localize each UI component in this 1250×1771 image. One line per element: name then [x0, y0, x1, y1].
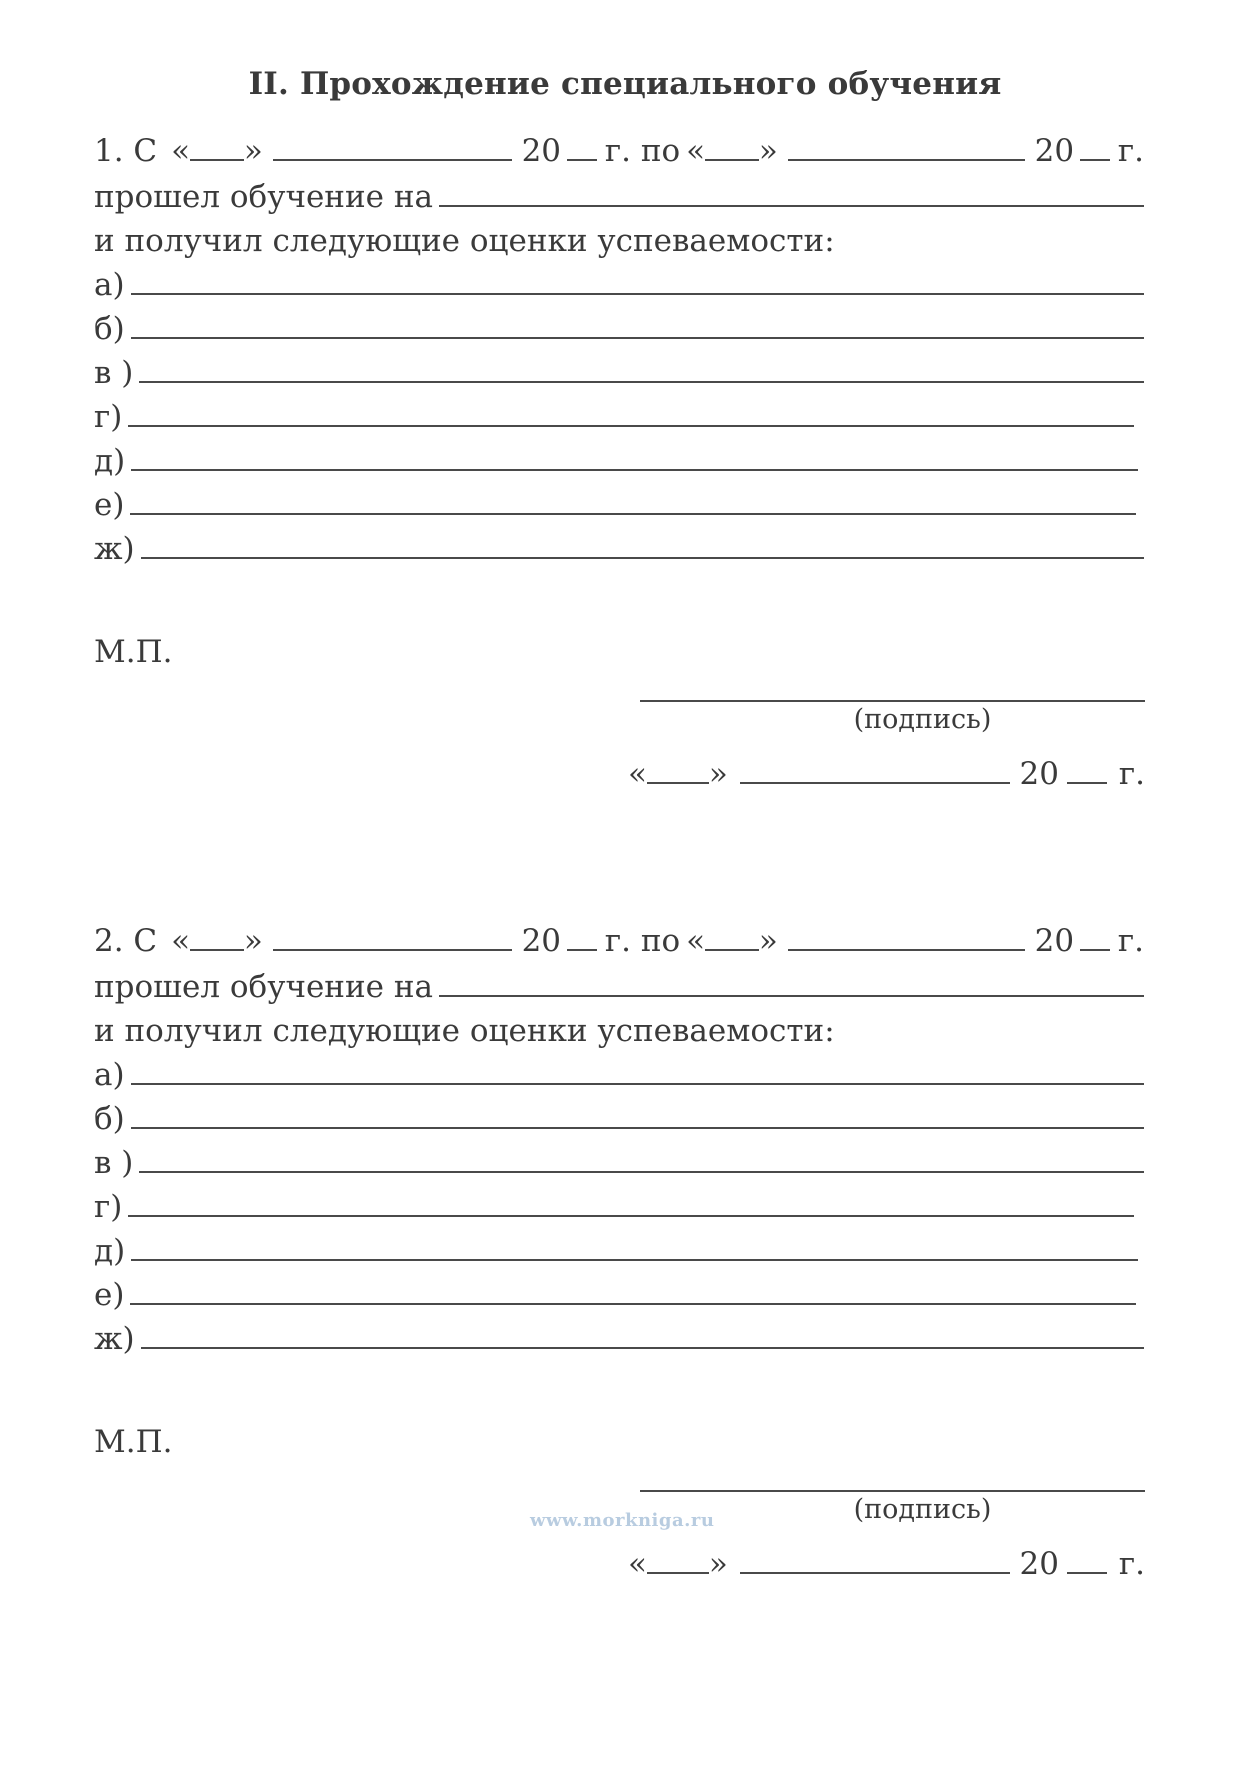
sign-year-field[interactable]: [1067, 758, 1107, 784]
grade-row: б): [94, 1096, 1144, 1142]
grade-row: а): [94, 1052, 1144, 1098]
sign-day-field[interactable]: [647, 758, 709, 784]
grade-row: г): [94, 1184, 1134, 1230]
seal-place-label: М.П.: [94, 1424, 173, 1460]
grade-field[interactable]: [139, 357, 1144, 383]
end-day-field[interactable]: [705, 925, 759, 951]
sign-month-field[interactable]: [740, 758, 1010, 784]
grade-field[interactable]: [130, 1279, 1136, 1305]
grade-field[interactable]: [141, 533, 1144, 559]
studied-line: [94, 174, 1144, 220]
signature-field[interactable]: [640, 700, 1145, 702]
grade-field[interactable]: [139, 1147, 1144, 1173]
grade-field[interactable]: [128, 401, 1134, 427]
grade-field[interactable]: [131, 1059, 1144, 1085]
studied-label: прошел обучение на: [94, 179, 433, 215]
start-month-field[interactable]: [273, 925, 512, 951]
grade-row: ж): [94, 526, 1144, 572]
grade-row: г): [94, 394, 1134, 440]
start-month-field[interactable]: [273, 135, 512, 161]
course-field[interactable]: [439, 181, 1144, 207]
signature-caption: (подпись): [853, 704, 992, 735]
grade-row: д): [94, 1228, 1138, 1274]
section-number: 1. С: [94, 133, 158, 169]
period-line: 1. С « » 20 г. по « » 20 г.: [94, 128, 1144, 174]
end-month-field[interactable]: [788, 135, 1025, 161]
grade-row: б): [94, 306, 1144, 352]
grade-row: д): [94, 438, 1138, 484]
sign-day-field[interactable]: [647, 1548, 709, 1574]
grade-field[interactable]: [141, 1323, 1144, 1349]
grade-row: в ): [94, 350, 1144, 396]
grade-field[interactable]: [131, 269, 1144, 295]
signature-date-line: « » 20 г.: [628, 1546, 1146, 1582]
end-year-field[interactable]: [1080, 135, 1110, 161]
grade-row: е): [94, 1272, 1136, 1318]
grade-field[interactable]: [131, 445, 1138, 471]
grades-label: и получил следующие оценки успеваемости:: [94, 223, 835, 259]
grade-field[interactable]: [131, 1235, 1138, 1261]
grade-field[interactable]: [131, 313, 1144, 339]
studied-label: прошел обучение на: [94, 969, 433, 1005]
page-title: II. Прохождение специального обучения: [248, 66, 1002, 102]
grade-field[interactable]: [130, 489, 1136, 515]
signature-field[interactable]: [640, 1490, 1145, 1492]
period-line: 2. С « » 20 г. по « » 20 г.: [94, 918, 1144, 964]
watermark-text: www.morkniga.ru: [530, 1510, 715, 1531]
course-field[interactable]: [439, 971, 1144, 997]
grade-field[interactable]: [131, 1103, 1144, 1129]
start-year-field[interactable]: [567, 925, 597, 951]
grades-label: и получил следующие оценки успеваемости:: [94, 1013, 835, 1049]
end-year-field[interactable]: [1080, 925, 1110, 951]
start-year-field[interactable]: [567, 135, 597, 161]
grade-row: а): [94, 262, 1144, 308]
grade-row: е): [94, 482, 1136, 528]
sign-month-field[interactable]: [740, 1548, 1010, 1574]
seal-place-label: М.П.: [94, 634, 173, 670]
section-number: 2. С: [94, 923, 158, 959]
signature-date-line: « » 20 г.: [628, 756, 1146, 792]
end-month-field[interactable]: [788, 925, 1025, 951]
signature-caption: (подпись): [853, 1494, 992, 1525]
grade-row: в ): [94, 1140, 1144, 1186]
sign-year-field[interactable]: [1067, 1548, 1107, 1574]
end-day-field[interactable]: [705, 135, 759, 161]
grade-field[interactable]: [128, 1191, 1134, 1217]
start-day-field[interactable]: [190, 925, 244, 951]
studied-line: [94, 964, 1144, 1010]
start-day-field[interactable]: [190, 135, 244, 161]
grade-row: ж): [94, 1316, 1144, 1362]
